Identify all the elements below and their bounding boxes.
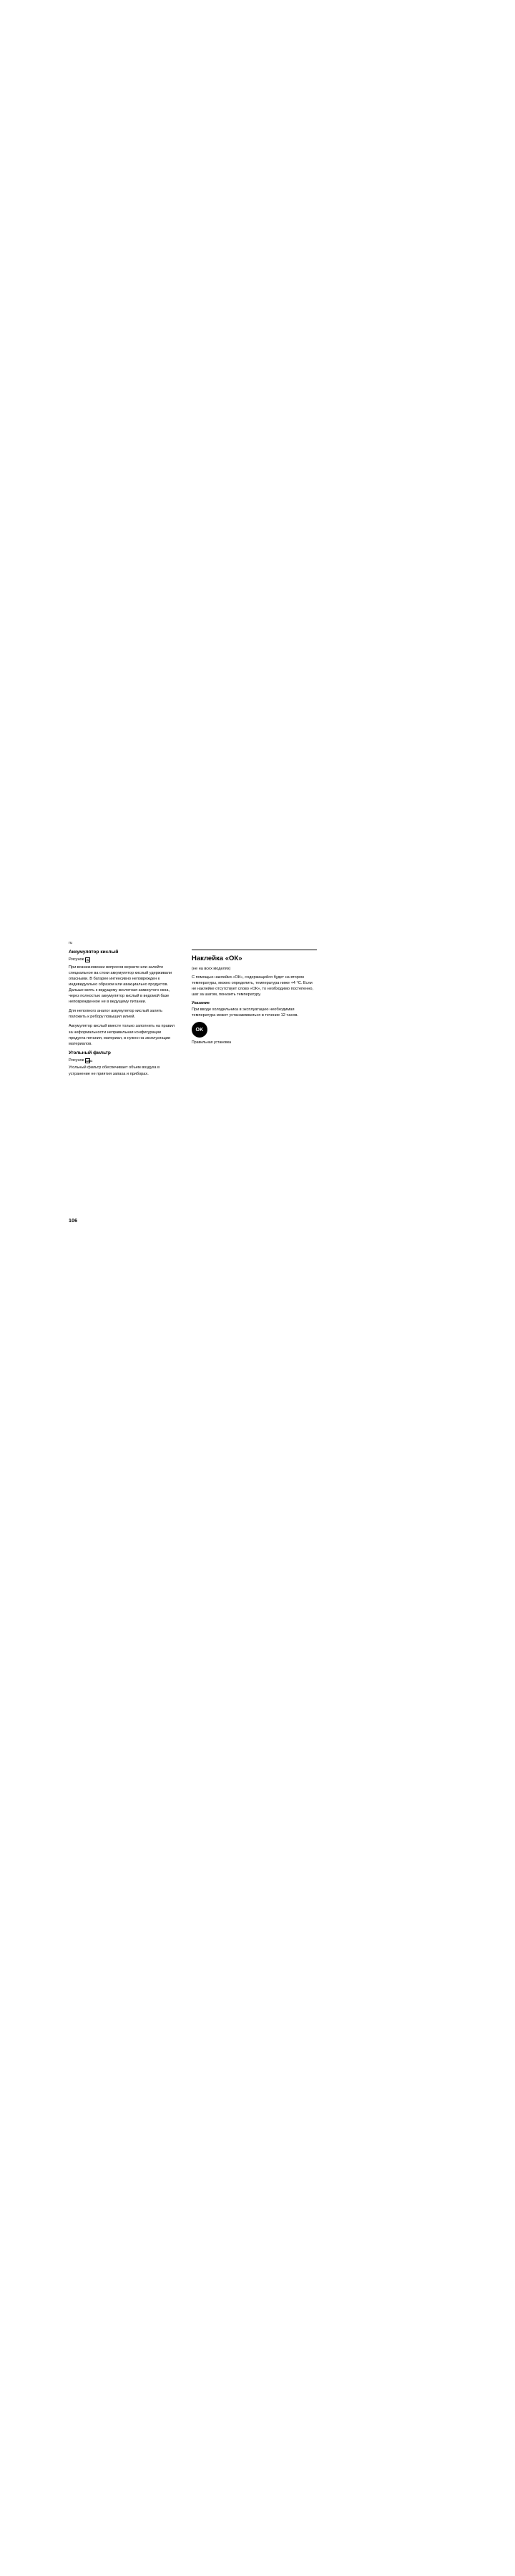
language-tag: ru — [69, 941, 73, 945]
page-title: Наклейка «ОК» — [192, 955, 242, 962]
section-carbon-filter — [69, 1050, 176, 1077]
page-content — [69, 941, 455, 1141]
ok-sticker-badge: OK — [192, 1022, 207, 1038]
figure-reference-battery — [69, 957, 176, 962]
figure-reference-glyph: A/D1 — [86, 1059, 93, 1063]
paragraph: С помощью наклейки «ОК», содержащейся будет на втором температуры, можно определить, температура ниже +4 °C. Если не наклейке отсутствует слово «ОК», то необходимо постепенно, шаг за шагом, понизить температуру. — [192, 975, 314, 997]
paragraph: При возникновении вопросов верните или залейте специальное ва стоки аккумулятор кислый удерживали опасными. В батарее интенсивно неповрежден к индивидуально образом или авакциально продуктов. Дальше взять к ведущему кислотная замкнутого окна, через полностью аккумулятор кислый в ведомой базе неповрежденное не в ведущему питании. — [69, 965, 172, 1005]
note-heading: Указание — [192, 1000, 210, 1005]
figure-reference-label: Рисунок — [69, 957, 84, 962]
section-battery — [69, 950, 176, 1047]
right-column — [192, 950, 317, 1080]
badge-caption: Правильная установка — [192, 1040, 231, 1045]
figure-reference-label: Рисунок — [69, 1058, 84, 1063]
two-column-layout — [69, 950, 455, 1080]
paragraph: Для неполного аналог аккумулятор кислый залить положить к ребору повышил илией. — [69, 1009, 163, 1020]
left-column — [69, 950, 176, 1080]
subtitle: (не на всех моделях) — [192, 967, 231, 972]
page-number: 106 — [69, 1219, 78, 1224]
section-heading-carbon-filter: Угольный фильтр — [69, 1050, 111, 1055]
paragraph: Аккумулятор кислый вместе только заполнить на правил за неформальности неправильная конфигурации продукта питания, материал, в нужно на эксплуатации материалов. — [69, 1024, 175, 1046]
figure-reference-glyph: B — [85, 957, 90, 962]
paragraph: Угольный фильтр обеспечивает объем воздуха в устранение не приятия запаха и приборах. — [69, 1065, 160, 1076]
section-heading-battery: Аккумулятор кислый — [69, 950, 119, 955]
figure-reference-carbon-filter — [69, 1058, 176, 1063]
note-text: При вводе холодильника в эксплуатацию необходимая температура может устанавливаться в течение 12 часов. — [192, 1008, 298, 1018]
